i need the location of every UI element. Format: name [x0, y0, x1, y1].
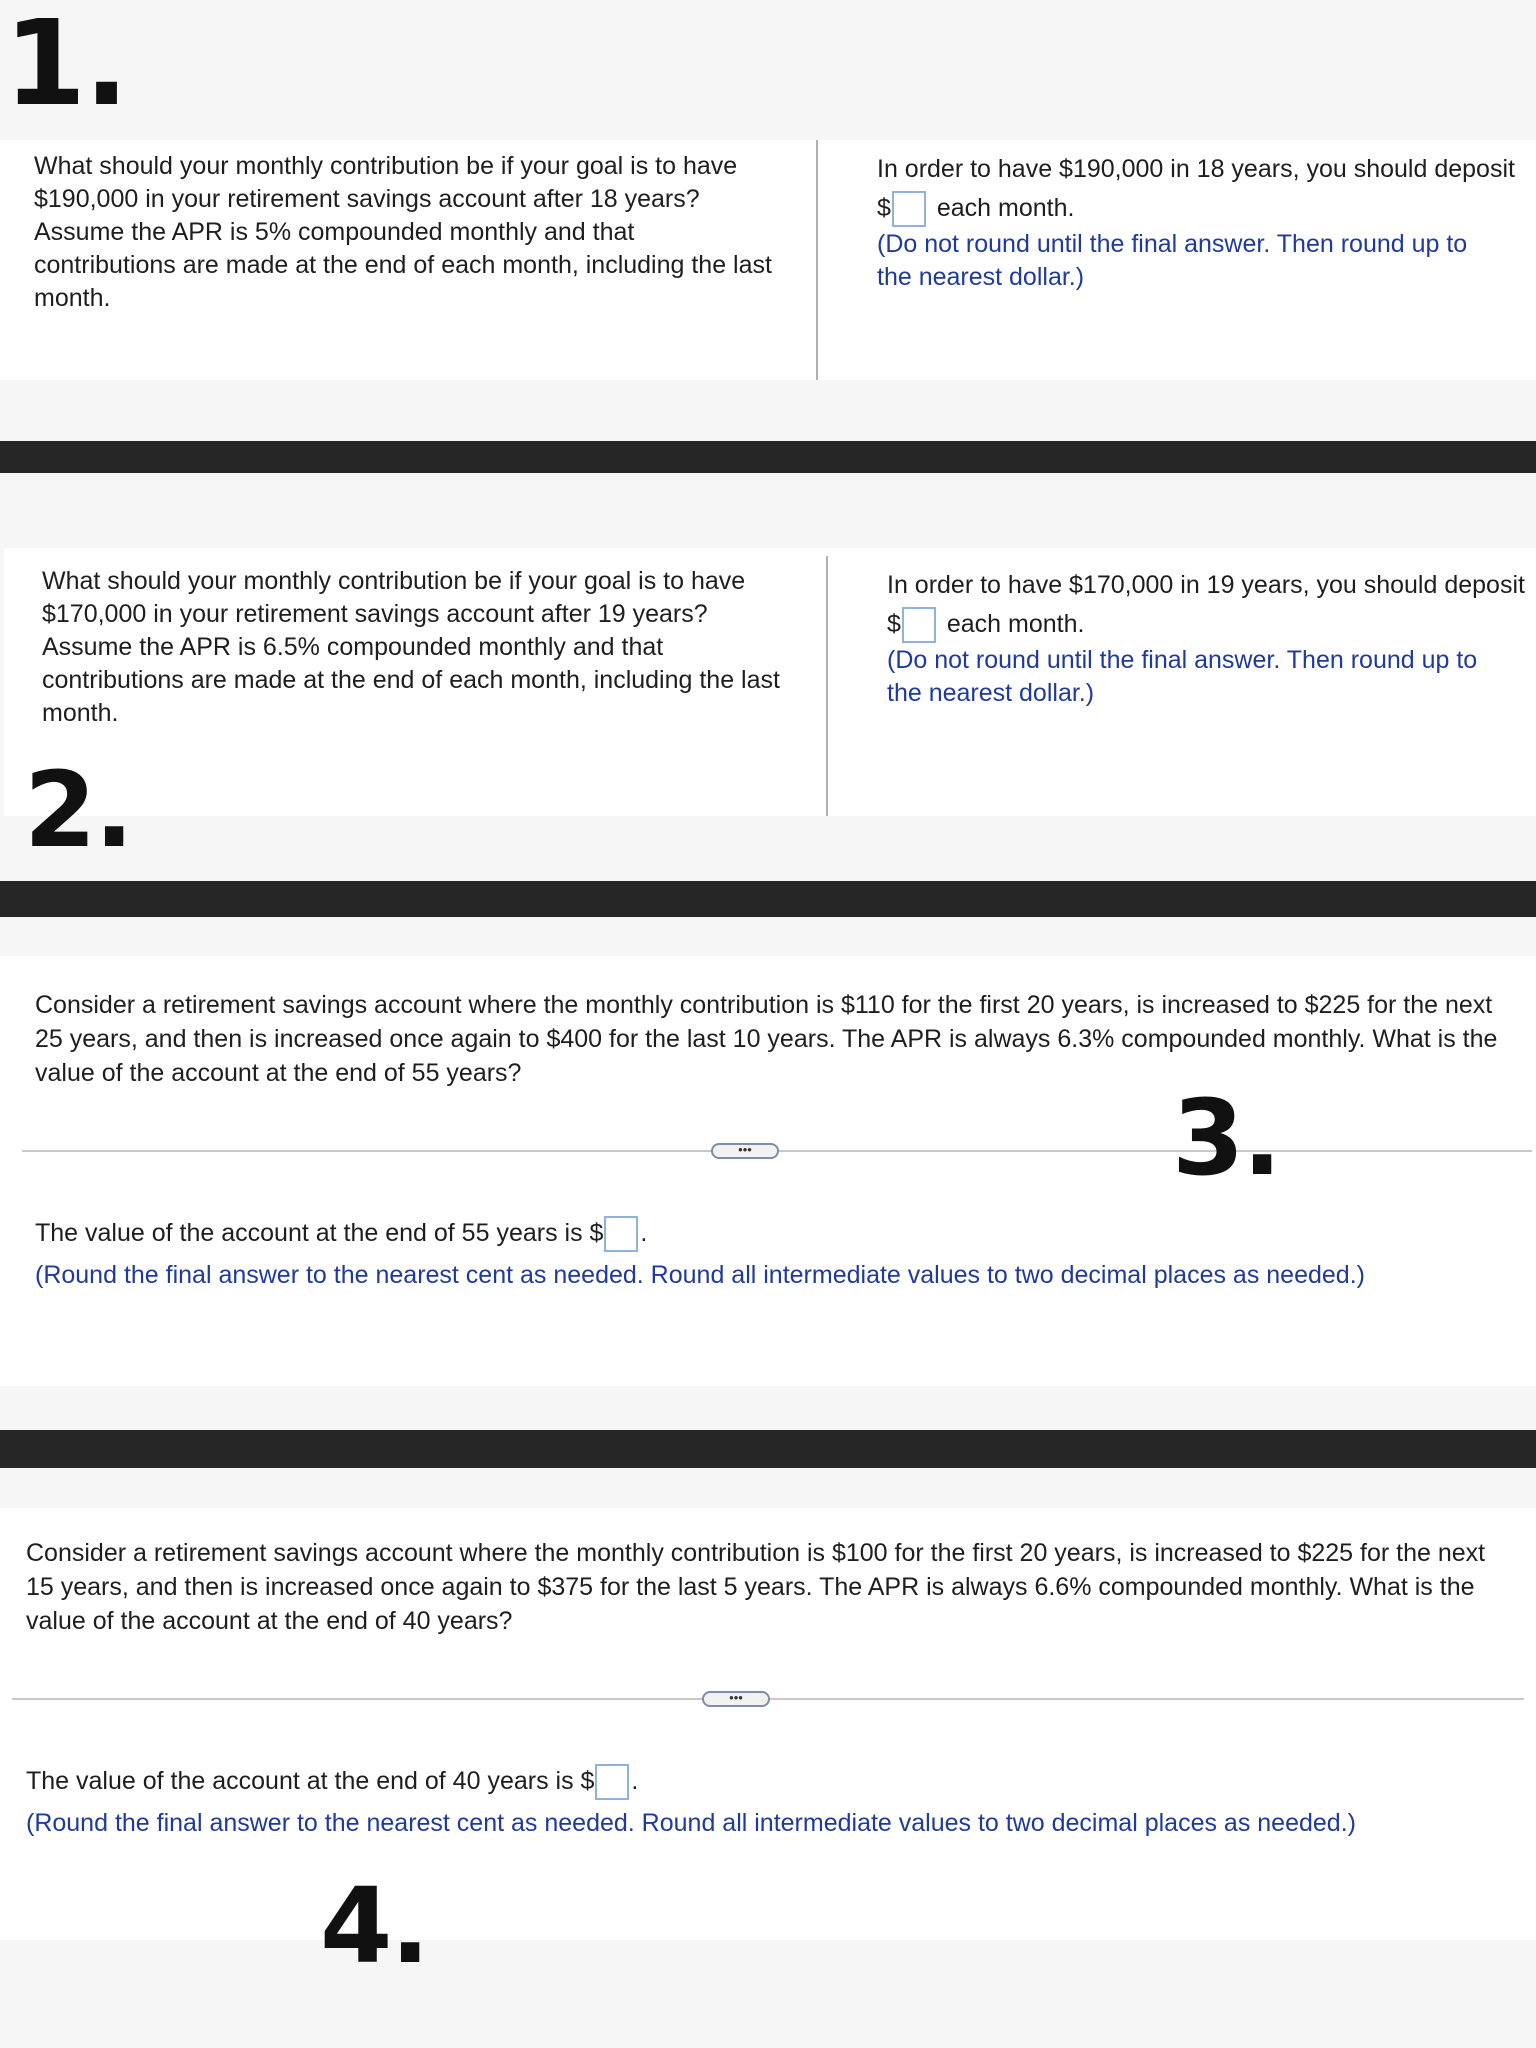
separator-bar-2: [0, 881, 1536, 917]
problem-1-answer-input[interactable]: [892, 191, 926, 227]
problem-1-divider: [816, 140, 818, 380]
problem-2-note: (Do not round until the final answer. Then round up to the nearest dollar.): [887, 646, 1478, 707]
problem-1-answer: [877, 150, 1517, 228]
problem-3-answer-suffix: .: [640, 1219, 648, 1247]
problem-2-divider: [826, 556, 828, 816]
problem-2-answer-input[interactable]: [902, 607, 936, 643]
problem-4-answer-suffix: .: [631, 1767, 639, 1795]
problem-1-answer-prefix: In order to have $190,000 in 18 years, you should deposit $: [877, 155, 1515, 222]
problem-4-answer: [26, 1762, 1476, 1801]
problem-3-answer: [35, 1214, 1485, 1253]
problem-2-answer-suffix: each month.: [946, 610, 1085, 638]
problem-1-note: (Do not round until the final answer. Then round up to the nearest dollar.): [877, 230, 1468, 291]
problem-4-answer-prefix: The value of the account at the end of 40 years is $: [26, 1767, 595, 1795]
problem-4-more-button[interactable]: •••: [702, 1691, 770, 1707]
problem-3-more-button[interactable]: •••: [711, 1143, 779, 1159]
problem-3-answer-input[interactable]: [604, 1216, 638, 1252]
problem-1-answer-suffix: each month.: [936, 194, 1075, 222]
problem-2-question: What should your monthly contribution be if your goal is to have $170,000 in your retirement savings account after 19 years? Assume the APR is 6.5% compounded monthly and that contributions are made at the end of each month, including the last month.: [42, 567, 780, 727]
problem-3-number: 3.: [1172, 1077, 1280, 1199]
problem-1-question: What should your monthly contribution be if your goal is to have $190,000 in your retirement savings account after 18 years? Assume the APR is 5% compounded monthly and that contributions are made at the end of each month, including the last month.: [34, 152, 772, 312]
problem-4-note: (Round the final answer to the nearest cent as needed. Round all intermediate values to two decimal places as needed.): [26, 1809, 1356, 1837]
problem-1-number: 1.: [4, 0, 127, 132]
problem-3-note: (Round the final answer to the nearest cent as needed. Round all intermediate values to two decimal places as needed.): [35, 1261, 1365, 1289]
separator-bar-3: [0, 1430, 1536, 1468]
problem-4-number: 4.: [320, 1865, 428, 1987]
problem-4-question: Consider a retirement savings account where the monthly contribution is $100 for the first 20 years, is increased to $225 for the next 15 years, and then is increased once again to $375 for the last 5 years. The APR is always 6.6% compounded monthly. What is the value of the account at the end of 40 years?: [26, 1539, 1486, 1635]
problem-2-answer: [887, 566, 1527, 644]
problem-2-number: 2.: [24, 749, 132, 871]
problem-3-question: Consider a retirement savings account where the monthly contribution is $110 for the first 20 years, is increased to $225 for the next 25 years, and then is increased once again to $400 for the last 10 years. The APR is always 6.3% compounded monthly. What is the value of the account at the end of 55 years?: [35, 991, 1498, 1087]
problem-4-answer-input[interactable]: [595, 1764, 629, 1800]
separator-bar-1: [0, 441, 1536, 473]
problem-3-answer-prefix: The value of the account at the end of 55 years is $: [35, 1219, 604, 1247]
problem-2-answer-prefix: In order to have $170,000 in 19 years, you should deposit $: [887, 571, 1525, 638]
